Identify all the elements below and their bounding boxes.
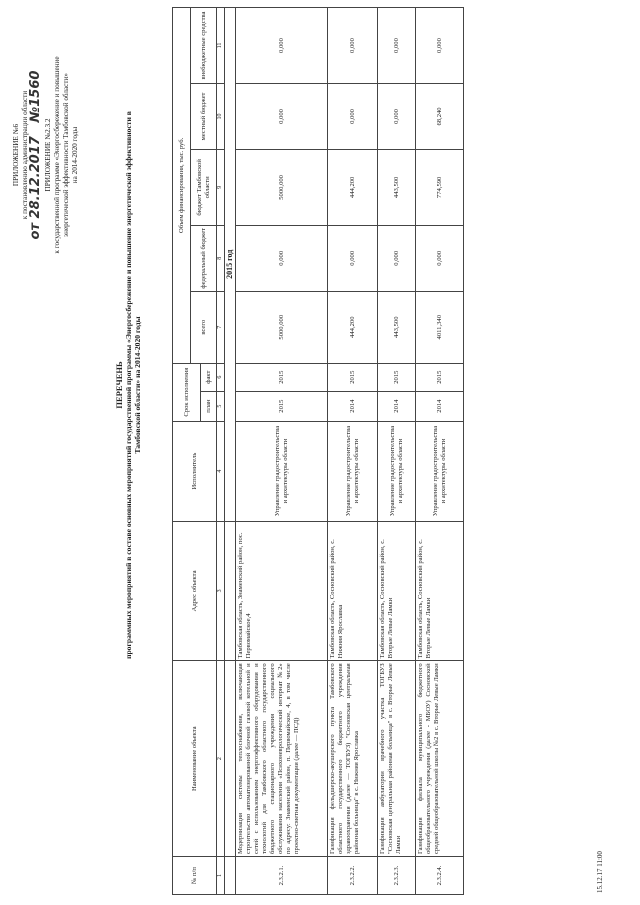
object-name: Газификация фельдшерско-акушерского пункта Тамбовского областного государственного бюджетного учреждения здравоохранения (далее — ТОГБУЗ) "Сосновская центральная районная больница" в с. Нижняя Ярославка	[328, 661, 378, 857]
object-address: Тамбовская область, Сосновский район, с. Нижняя Ярославка	[328, 521, 378, 661]
program-line-3: на 2014-2020 годы	[71, 126, 79, 184]
funding-total: 444,200	[328, 291, 378, 363]
col-number: 5	[217, 391, 225, 421]
funding-federal: 0,000	[416, 225, 464, 291]
funding-federal: 0,000	[378, 225, 416, 291]
handwritten-line	[28, 5, 43, 305]
funding-regional: 774,590	[416, 149, 464, 225]
col-number: 4	[217, 421, 225, 521]
handwritten-date: от 28.12.2017	[28, 136, 43, 240]
funding-extra: 0,000	[378, 8, 416, 84]
funding-local: 0,000	[236, 84, 328, 150]
funding-extra: 0,000	[236, 8, 328, 84]
col-number: 8	[217, 225, 225, 291]
col-name-header: Наименование объекта	[173, 661, 217, 857]
funding-total: 5000,000	[236, 291, 328, 363]
row-number: 2.3.2.4.	[416, 857, 464, 895]
row-number: 2.3.2.2.	[328, 857, 378, 895]
title-line-2: Тамбовской области» на 2014-2020 годы	[133, 316, 142, 454]
funding-regional: 5000,000	[236, 149, 328, 225]
col-extra-header: внебюджетные средства	[191, 8, 217, 84]
col-number: 11	[217, 8, 225, 84]
term-fact: 2015	[416, 363, 464, 391]
col-number: 7	[217, 291, 225, 363]
object-name: Модернизация системы теплоснабжения, включающая строительство автоматизированной блочной газовой котельной и сетей с использованием энергоэффективного оборудования и технологий для Тамбовского областного государственного бюджетного стационарного учреждения социального обслуживания населения «Психоневрологический интернат №2» по адресу: Знаменский район, п. Первомайское, 4, в том числе проектно-сметная документация (далее — ПСД)	[236, 661, 328, 857]
object-address: Тамбовская область, Сосновский район, с. Вторые Левые Ламки	[378, 521, 416, 661]
funding-extra: 0,000	[328, 8, 378, 84]
term-plan: 2015	[236, 391, 328, 421]
table-row	[378, 8, 416, 895]
executor: Управление градостроительства и архитектуры области	[328, 421, 378, 521]
col-number: 2	[217, 661, 225, 857]
col-federal-header: федеральный бюджет	[191, 225, 217, 291]
row-number: 2.3.2.1.	[236, 857, 328, 895]
title-heading: ПЕРЕЧЕНЬ	[114, 361, 124, 409]
term-fact: 2015	[236, 363, 328, 391]
col-fact-header: факт	[201, 363, 217, 391]
measures-table	[172, 7, 464, 895]
funding-federal: 0,000	[236, 225, 328, 291]
col-number: 10	[217, 84, 225, 150]
appendix-header	[12, 5, 80, 305]
executor: Управление градостроительства и архитектуры области	[416, 421, 464, 521]
funding-federal: 0,000	[328, 225, 378, 291]
title-line-1: программных мероприятий в составе основных мероприятий государственной программы «Энергосбережение и повышение энергетической эффективности в	[124, 111, 133, 659]
table-row	[416, 8, 464, 895]
year-row	[225, 8, 236, 895]
term-fact: 2015	[328, 363, 378, 391]
executor: Управление градостроительства и архитектуры области	[236, 421, 328, 521]
funding-local: 68,240	[416, 84, 464, 150]
funding-regional: 443,500	[378, 149, 416, 225]
handwritten-number: №1560	[28, 70, 43, 123]
executor: Управление градостроительства и архитектуры области	[378, 421, 416, 521]
document-title	[115, 25, 142, 745]
col-funding-header: Объем финансирования, тыс. руб.	[173, 8, 191, 364]
program-line-2: энергетической эффективности Тамбовской области»	[62, 73, 70, 237]
funding-regional: 444,200	[328, 149, 378, 225]
object-address: Тамбовская область, Сосновский район, с. Вторые Левые Ламки	[416, 521, 464, 661]
column-numbers-row	[217, 8, 225, 895]
col-number: 3	[217, 521, 225, 661]
funding-local: 0,000	[378, 84, 416, 150]
term-plan: 2014	[328, 391, 378, 421]
appendix-2-number: ПРИЛОЖЕНИЕ №2.3.2	[44, 118, 52, 192]
object-name: Газификация амбулатории врачебного участка ТОГБУЗ "Сосновская центральная районная больница" в с. Вторые Левые Ламки	[378, 661, 416, 857]
row-number: 2.3.2.3.	[378, 857, 416, 895]
table-row	[328, 8, 378, 895]
term-plan: 2014	[416, 391, 464, 421]
col-executor-header: Исполнитель	[173, 421, 217, 521]
term-plan: 2014	[378, 391, 416, 421]
funding-local: 0,000	[328, 84, 378, 150]
col-regional-header: бюджет Тамбовской области	[191, 149, 217, 225]
object-address: Тамбовская область, Знаменский район, пос. Первомайское,4	[236, 521, 328, 661]
col-local-header: местный бюджет	[191, 84, 217, 150]
col-address-header: Адрес объекта	[173, 521, 217, 661]
col-total-header: всего	[191, 291, 217, 363]
object-name: Газификация филиала муниципального бюджетного общеобразовательного учреждения (далее - МБОУ) Сосновской средней общеобразовательной школы №2 в с. Вторые Левые Ламки	[416, 661, 464, 857]
funding-total: 4011,340	[416, 291, 464, 363]
resolution-ref: к постановлению администрации области	[21, 90, 29, 220]
col-plan-header: план	[201, 391, 217, 421]
funding-extra: 0,000	[416, 8, 464, 84]
col-num-header: № п/п	[173, 857, 217, 895]
col-term-header: Срок исполнения	[173, 363, 201, 421]
appendix-number: ПРИЛОЖЕНИЕ №6	[12, 123, 20, 187]
year-label: 2015 год	[225, 8, 236, 522]
col-number: 1	[217, 857, 225, 895]
table-row	[236, 8, 328, 895]
term-fact: 2015	[378, 363, 416, 391]
program-line-1: к государственной программе «Энергосбережение и повышение	[53, 56, 61, 254]
col-number: 9	[217, 149, 225, 225]
print-timestamp: 15.12.17 11:00	[596, 851, 604, 893]
funding-total: 443,500	[378, 291, 416, 363]
col-number: 6	[217, 363, 225, 391]
